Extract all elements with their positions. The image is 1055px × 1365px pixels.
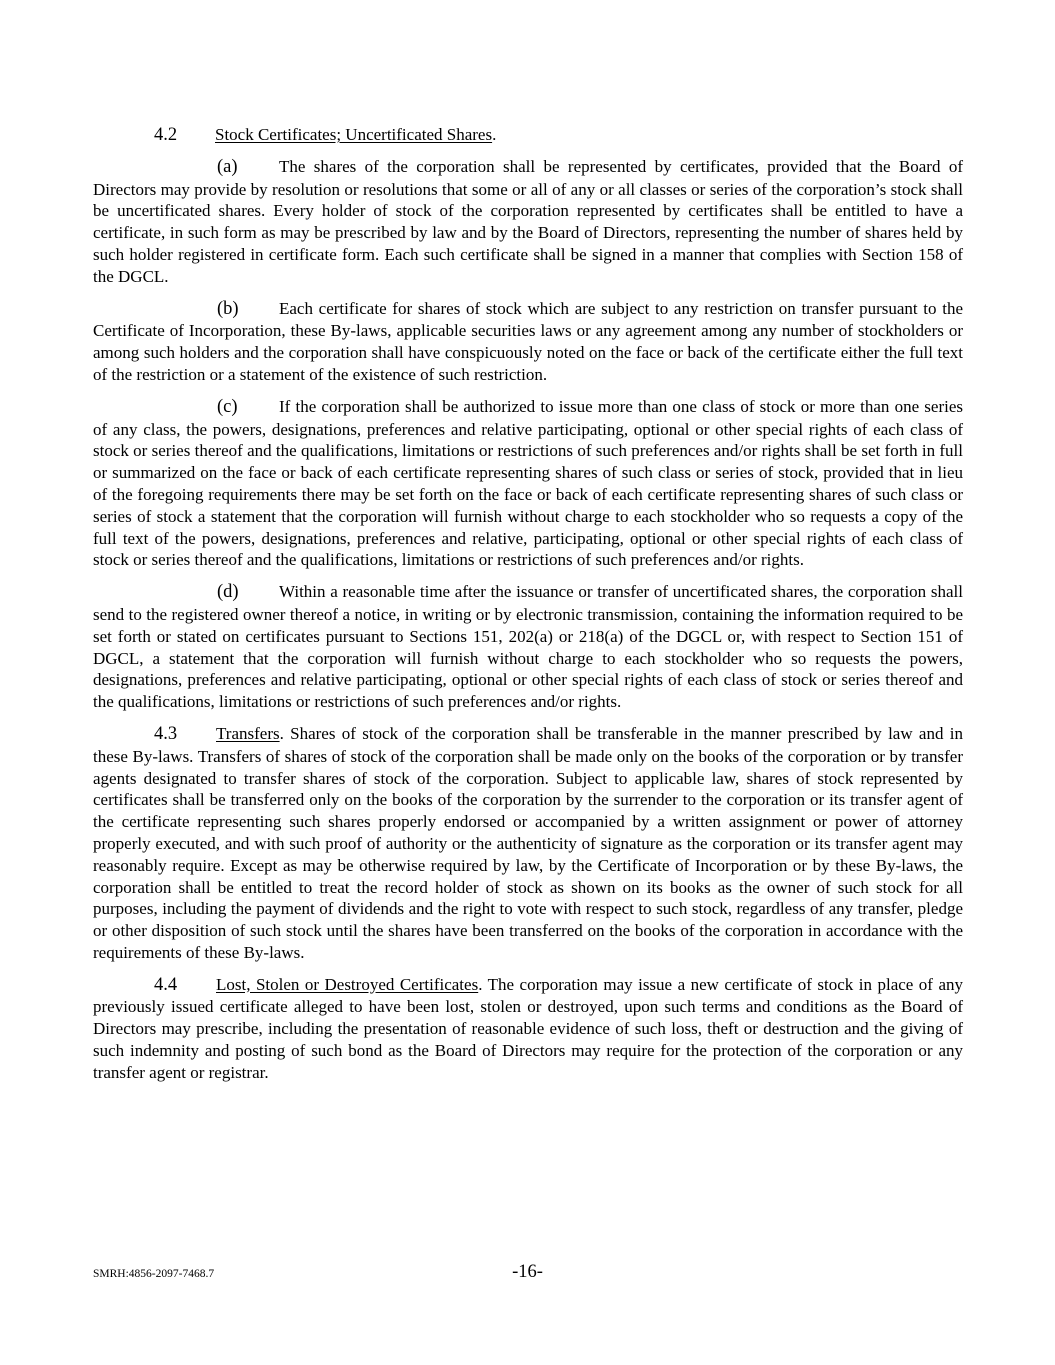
- subsection-d: [93, 581, 963, 713]
- subsection-label: (a): [217, 156, 238, 177]
- page-number: -16-: [512, 1262, 543, 1282]
- subsection-label: (d): [217, 582, 239, 603]
- section-4-4: [93, 974, 963, 1084]
- section-number: 4.4: [154, 974, 178, 995]
- subsection-a: [93, 156, 963, 288]
- subsection-label: (b): [217, 298, 239, 319]
- subsection-text: The shares of the corporation shall be represented by certificates, provided that the Board of Directors may provide by resolution or resolutions that some or all of any or all classes or series of the corporation’s stock shall be uncertificated shares. Every holder of stock of the corporation represented by certificates shall be entitled to have a certificate, in such form as may be prescribed by law and by the Board of Directors, representing the number of shares held by such holder registered in certificate form. Each such certificate shall be signed in a manner that complies with Section 158 of the DGCL.: [93, 156, 963, 286]
- section-title: Stock Certificates; Uncertificated Shares: [215, 125, 493, 144]
- subsection-c: [93, 396, 963, 571]
- section-number: 4.2: [154, 125, 178, 145]
- subsection-text: Within a reasonable time after the issuance or transfer of uncertificated shares, the corporation shall send to the registered owner thereof a notice, in writing or by electronic transmission, containing the information required to be set forth or stated on certificates pursuant to Sections 151, 202(a) or 218(a) of the DGCL or, with respect to Section 151 of DGCL, a statement that the corporation will furnish without charge to each stockholder who so requests the powers, designations, preferences and relative participating, optional or other special rights of each class of stock or series thereof and the qualifications, limitations or restrictions of such preferences and/or rights.: [93, 582, 963, 712]
- section-4-3: [93, 723, 963, 964]
- section-title-period: .: [492, 125, 497, 144]
- subsection-text: If the corporation shall be authorized to issue more than one class of stock or more than one series of any class, the powers, designations, preferences and relative participating, optional or other special rights of each class of stock or series thereof and the qualifications, limitations or restrictions of such preferences and/or rights shall be set forth in full or summarized on the face or back of each certificate representing shares of such class or series of stock, provided that in lieu of the foregoing requirements there may be set forth on the face or back of each certificate representing shares of such class or series of stock a statement that the corporation will furnish without charge to each stockholder who so requests a copy of the full text of the powers, designations, preferences and relative, participating, optional or other special rights of each class of stock or series thereof and the qualifications, limitations or restrictions of such preferences and/or rights.: [93, 396, 963, 570]
- section-title: Lost, Stolen or Destroyed Certificates: [216, 974, 479, 994]
- subsection-label: (c): [217, 396, 238, 417]
- section-number: 4.3: [154, 723, 178, 744]
- document-body: [93, 124, 963, 1094]
- section-4-2-heading: [93, 124, 963, 147]
- subsection-b: [93, 298, 963, 386]
- document-id: SMRH:4856-2097-7468.7: [93, 1268, 215, 1280]
- section-title: Transfers: [216, 723, 280, 743]
- subsection-text: Each certificate for shares of stock which are subject to any restriction on transfer pursuant to the Certificate of Incorporation, these By-laws, applicable securities laws or any agreement among any number of stockholders or among such holders and the corporation shall have conspicuously noted on the face or back of the certificate either the full text of the restriction or a statement of the existence of such restriction.: [93, 298, 963, 384]
- section-text: . The corporation may issue a new certificate of stock in place of any previously issued certificate alleged to have been lost, stolen or destroyed, upon such terms and conditions as the Board of Directors may prescribe, including the presentation of reasonable evidence of such loss, theft or destruction and the giving of such indemnity and posting of such bond as the Board of Directors may require for the protection of the corporation or any transfer agent or registrar.: [93, 974, 963, 1082]
- section-text: . Shares of stock of the corporation shall be transferable in the manner prescribed by law and in these By-laws. Transfers of shares of stock of the corporation shall be made only on the books of the corporation or by transfer agents designated to transfer shares of stock of the corporation. Subject to applicable law, shares of stock represented by certificates shall be transferred only on the books of the corporation by the surrender to the corporation or its transfer agent of the certificate representing such shares properly endorsed or accompanied by a written assignment or power of attorney properly executed, and with such proof of authority or the authenticity of signature as the corporation or its transfer agent may reasonably require. Except as may be otherwise required by law, by the Certificate of Incorporation or by these By-laws, the corporation shall be entitled to treat the record holder of stock as shown on its books as the owner of such stock for all purposes, including the payment of dividends and the right to vote with respect to such stock, regardless of any transfer, pledge or other disposition of such stock until the shares have been transferred on the books of the corporation in accordance with the requirements of these By-laws.: [93, 723, 963, 962]
